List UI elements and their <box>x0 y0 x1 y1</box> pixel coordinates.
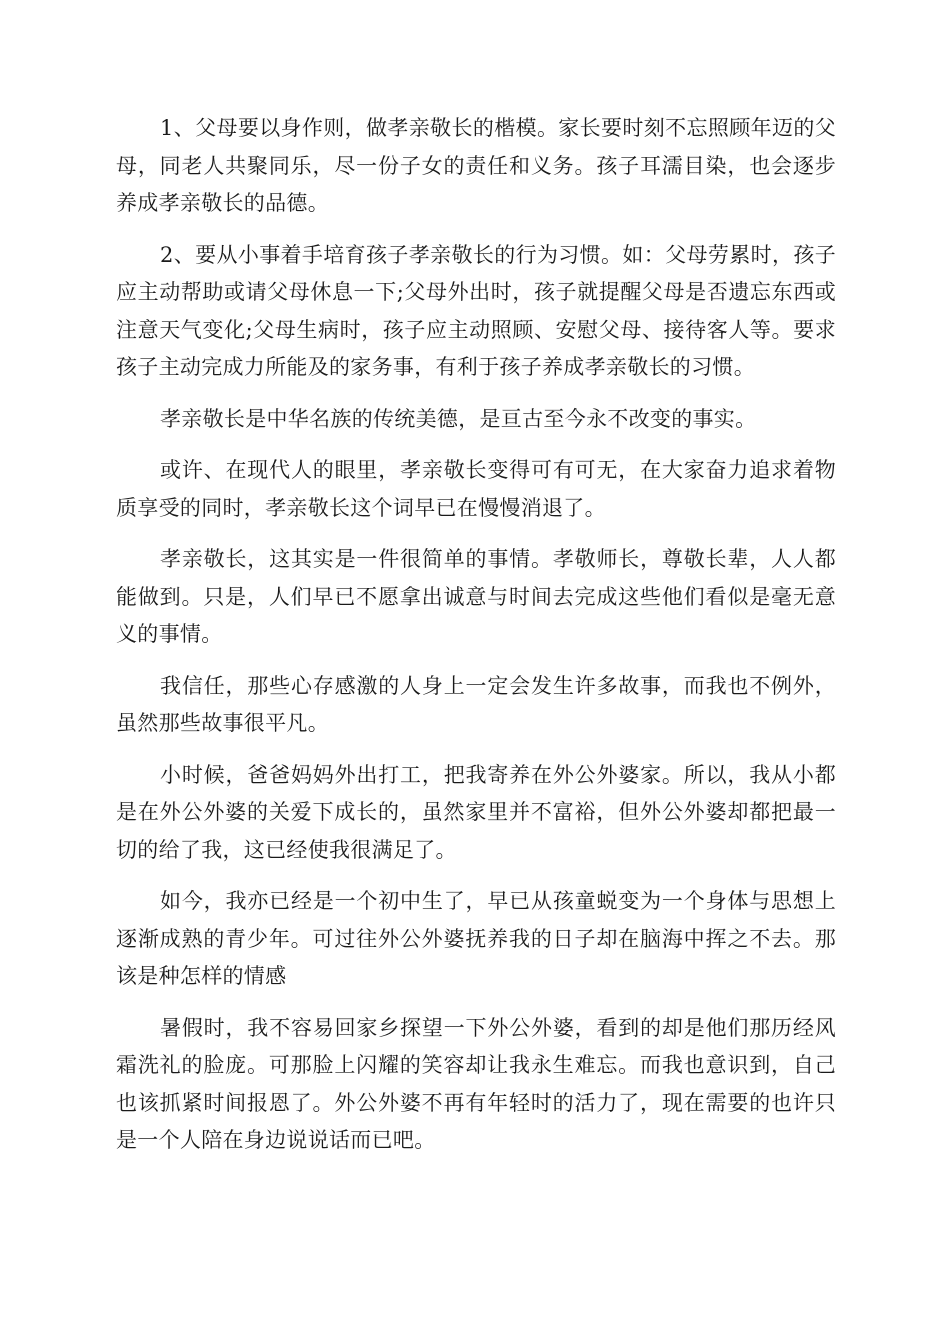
paragraph: 暑假时，我不容易回家乡探望一下外公外婆，看到的却是他们那历经风霜洗礼的脸庞。可那脸上闪耀的笑容却让我永生难忘。而我也意识到，自己也该抓紧时间报恩了。外公外婆不再有年轻时的活力了，现在需要的也许只是一个人陪在身边说说话而已吧。 <box>116 1015 836 1152</box>
paragraph: 小时候，爸爸妈妈外出打工，把我寄养在外公外婆家。所以，我从小都是在外公外婆的关爱下成长的，虽然家里并不富裕，但外公外婆却都把最一切的给了我，这已经使我很满足了。 <box>116 762 836 862</box>
document-body <box>116 110 836 1174</box>
paragraph: 2、要从小事着手培育孩子孝亲敬长的行为习惯。如：父母劳累时，孩子应主动帮助或请父母休息一下;父母外出时，孩子就提醒父母是否遗忘东西或注意天气变化;父母生病时，孩子应主动照顾、安慰父母、接待客人等。要求孩子主动完成力所能及的家务事，有利于孩子养成孝亲敬长的习惯。 <box>116 242 836 379</box>
paragraph: 如今，我亦已经是一个初中生了，早已从孩童蜕变为一个身体与思想上逐渐成熟的青少年。可过往外公外婆抚养我的日子却在脑海中挥之不去。那该是种怎样的情感 <box>116 889 836 988</box>
paragraph: 或许、在现代人的眼里，孝亲敬长变得可有可无，在大家奋力追求着物质享受的同时，孝亲敬长这个词早已在慢慢消退了。 <box>116 458 836 520</box>
paragraph: 我信任，那些心存感激的人身上一定会发生许多故事，而我也不例外，虽然那些故事很平凡。 <box>116 673 836 735</box>
paragraph: 孝亲敬长是中华名族的传统美德，是亘古至今永不改变的事实。 <box>160 406 757 431</box>
paragraph: 1、父母要以身作则，做孝亲敬长的楷模。家长要时刻不忘照顾年迈的父母，同老人共聚同乐，尽一份子女的责任和义务。孩子耳濡目染，也会逐步养成孝亲敬长的品德。 <box>116 116 836 215</box>
paragraph: 孝亲敬长，这其实是一件很简单的事情。孝敬师长，尊敬长辈，人人都能做到。只是，人们早已不愿拿出诚意与时间去完成这些他们看似是毫无意义的事情。 <box>116 547 836 646</box>
